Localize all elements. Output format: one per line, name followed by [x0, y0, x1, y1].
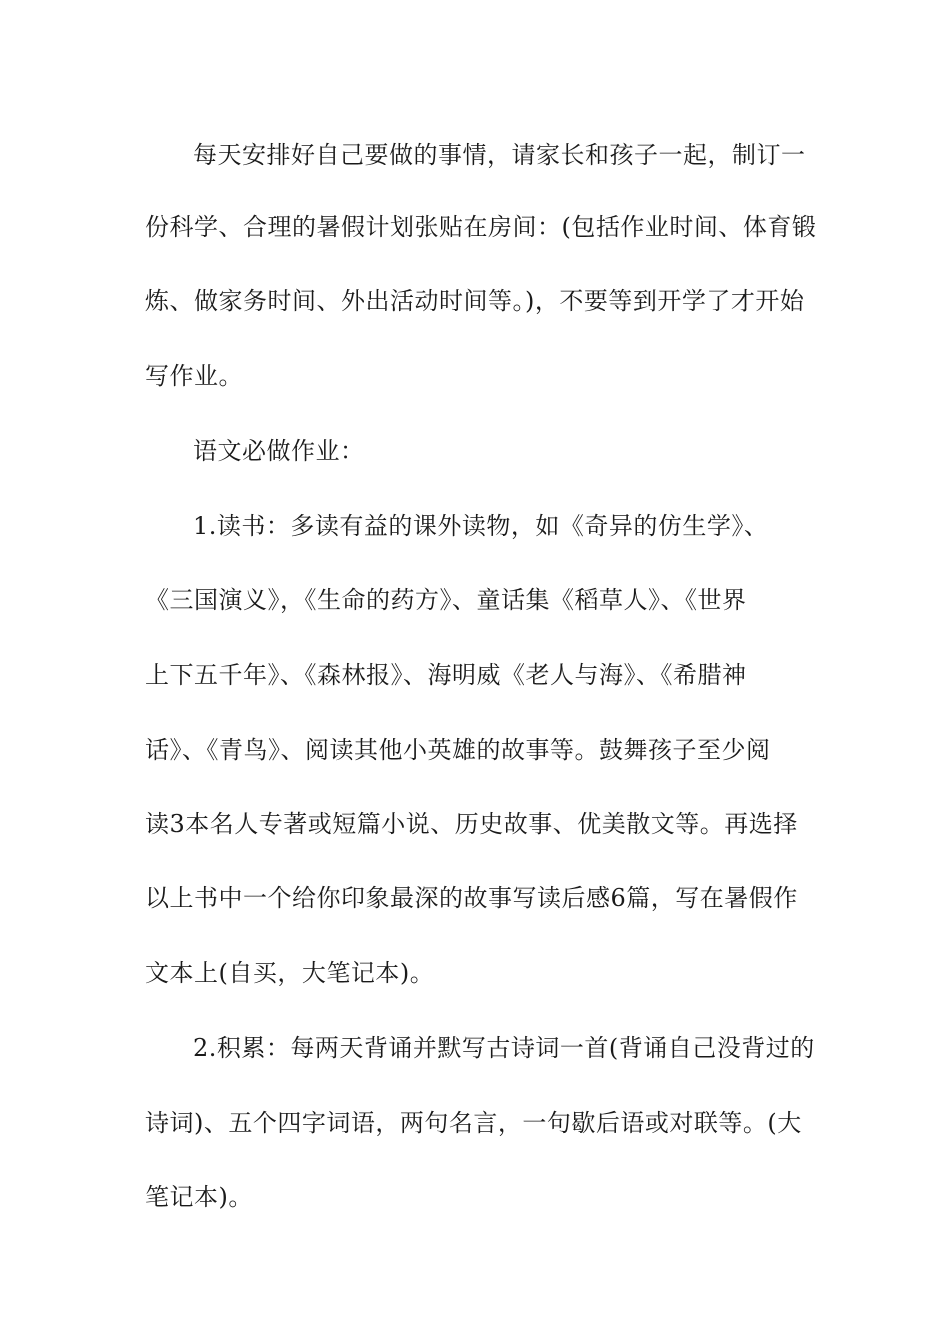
paragraph-line: 每天安排好自己要做的事情，请家长和孩子一起，制订一	[193, 141, 806, 169]
paragraph-line: 话》、《青鸟》、阅读其他小英雄的故事等。鼓舞孩子至少阅	[145, 736, 771, 764]
paragraph-line: 2.积累：每两天背诵并默写古诗词一首(背诵自己没背过的	[193, 1034, 815, 1062]
paragraph-line: 《三国演义》，《生命的药方》、童话集《稻草人》、《世界	[145, 586, 747, 614]
paragraph-line: 文本上(自买，大笔记本)。	[145, 959, 435, 987]
paragraph-line: 写作业。	[145, 362, 243, 390]
paragraph-line: 读3本名人专著或短篇小说、历史故事、优美散文等。再选择	[145, 810, 798, 838]
paragraph-line: 1.读书：多读有益的课外读物，如《奇异的仿生学》、	[193, 512, 769, 540]
paragraph-line: 炼、做家务时间、外出活动时间等。)，不要等到开学了才开始	[145, 287, 805, 315]
section-heading: 语文必做作业：	[193, 437, 365, 465]
paragraph-line: 诗词)、五个四字词语，两句名言，一句歇后语或对联等。(大	[145, 1109, 802, 1137]
paragraph-line: 份科学、合理的暑假计划张贴在房间：(包括作业时间、体育锻	[145, 213, 817, 241]
paragraph-line: 笔记本)。	[145, 1183, 253, 1211]
paragraph-line: 上下五千年》、《森林报》、海明威《老人与海》、《希腊神	[145, 661, 747, 689]
paragraph-line: 以上书中一个给你印象最深的故事写读后感6篇，写在暑假作	[145, 884, 798, 912]
